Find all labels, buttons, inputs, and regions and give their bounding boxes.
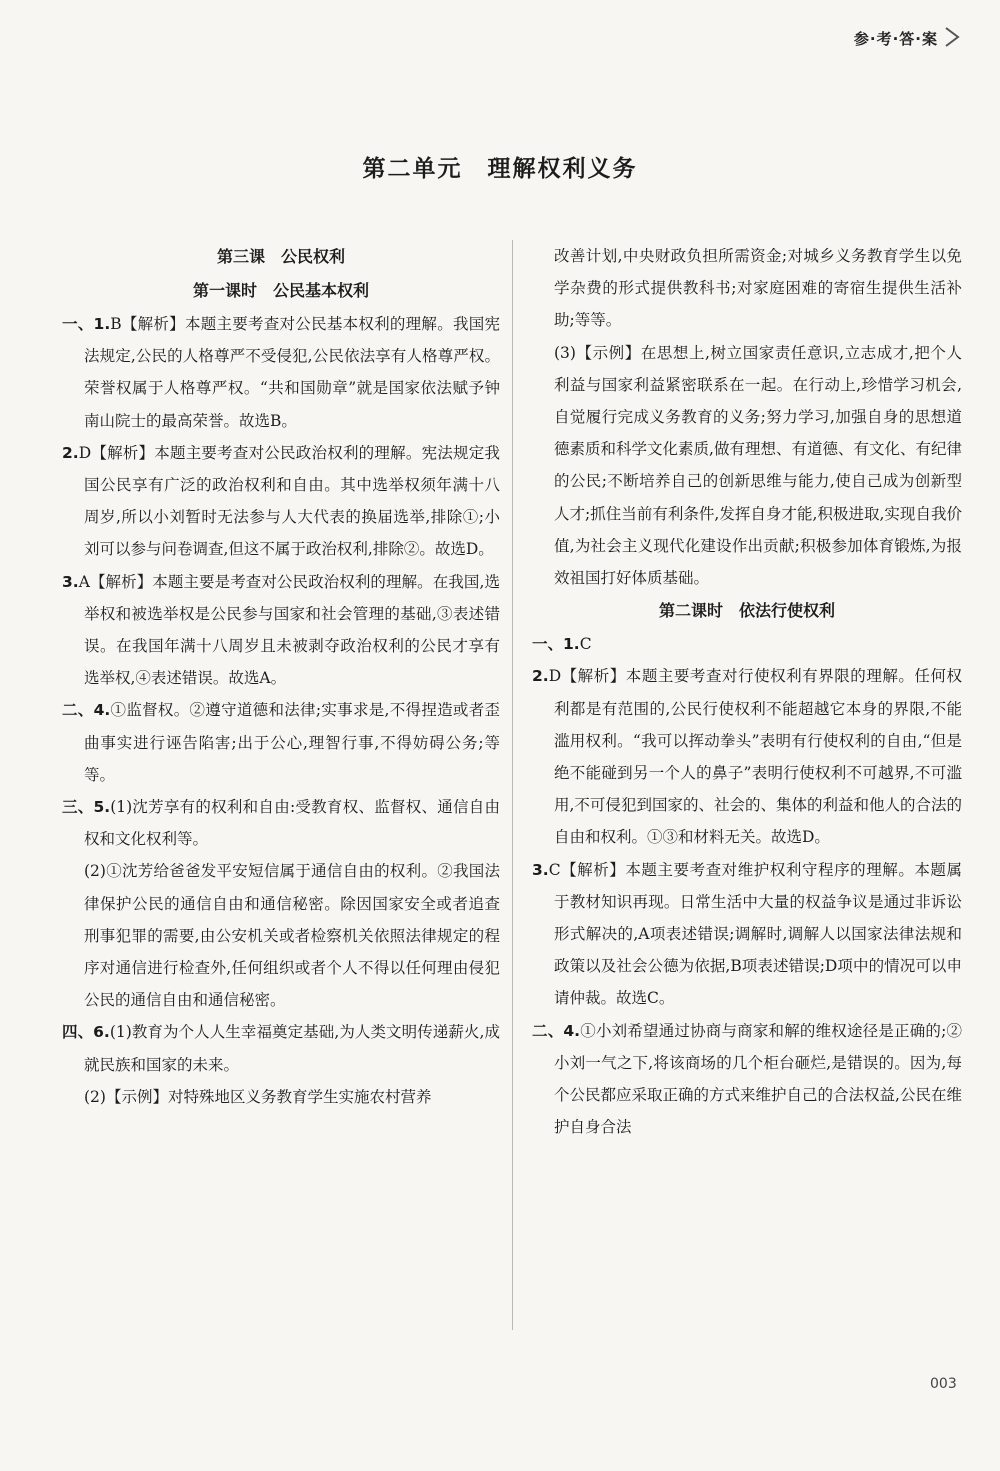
page-number: 003 [930,1376,957,1392]
answer-item: 3.A【解析】本题主要是考查对公民政治权利的理解。在我国,选举权和被选举权是公民参与国家和社会管理的基础,③表述错误。在我国年满十八周岁且未被剥夺政治权利的公民才享有选举权,④表述错误。故选A。 [62,572,500,688]
right-column [532,240,962,1143]
left-column [62,240,500,1113]
period-title-2: 第二课时 依法行使权利 [658,601,835,621]
chevron-right-icon [942,26,962,48]
answer-item: 3.C【解析】本题主要考查对维护权利守程序的理解。本题属于教材知识再现。日常生活中大量的权益争议是通过非诉讼形式解决的,A项表述错误;调解时,调解人以国家法律法规和政策以及社会公德为依据,B项表述错误;D项中的情况可以申请仲裁。故选C。 [532,860,962,1008]
answer-continuation: 改善计划,中央财政负担所需资金;对城乡义务教育学生以免学杂费的形式提供教科书;对家庭困难的寄宿生提供生活补助;等等。 [554,247,962,330]
answer-item: 一、1.C [532,635,592,654]
period-title-1: 第一课时 公民基本权利 [192,281,369,300]
answer-item: 二、4.①小刘希望通过协商与商家和解的维权途径是正确的;②小刘一气之下,将该商场的几个柜台砸烂,是错误的。因为,每个公民都应采取正确的方式来维护自己的合法权益,公民在维护自身合法 [532,1021,962,1137]
answer-item: 一、1.B【解析】本题主要考查对公民基本权利的理解。我国宪法规定,公民的人格尊严不受侵犯,公民依法享有人格尊严权。荣誉权属于人格尊严权。“共和国勋章”就是国家依法赋予钟南山院士的最高荣誉。故选B。 [62,315,500,430]
answer-item: 四、6.(1)教育为个人人生幸福奠定基础,为人类文明传递薪火,成就民族和国家的未来。 [62,1023,500,1074]
answer-item: 2.D【解析】本题主要考查对行使权利有界限的理解。任何权利都是有范围的,公民行使权利不能超越它本身的界限,不能滥用权利。“我可以挥动拳头”表明有行使权利的自由,“但是绝不能碰到另一个人的鼻子”表明行使权利不可越界,不可滥用,不可侵犯到国家的、社会的、集体的利益和他人的合法的自由和权利。①③和材料无关。故选D。 [532,667,962,847]
answer-item: 二、4.①监督权。②遵守道德和法律;实事求是,不得捏造或者歪曲事实进行诬告陷害;出于公心,理智行事,不得妨碍公务;等等。 [62,701,500,784]
answer-item: 2.D【解析】本题主要考查对公民政治权利的理解。宪法规定我国公民享有广泛的政治权利和自由。其中选举权须年满十八周岁,所以小刘暂时无法参与人大代表的换届选举,排除①;小刘可以参与问卷调查,但这不属于政治权利,排除②。故选D。 [62,443,500,559]
answer-subitem: (3)【示例】在思想上,树立国家责任意识,立志成才,把个人利益与国家利益紧密联系在一起。在行动上,珍惜学习机会,自觉履行完成义务教育的义务;努力学习,加强自身的思想道德素质和科学文化素质,做有理想、有道德、有文化、有纪律的公民;不断培养自己的创新思维与能力,使自己成为创新型人才;抓住当前有利条件,发挥自身才能,积极进取,实现自我价值,为社会主义现代化建设作出贡献;积极参加体育锻炼,为报效祖国打好体质基础。 [554,343,962,588]
unit-title: 第二单元 理解权利义务 [362,156,638,182]
answer-subitem: (2)【示例】对特殊地区义务教育学生实施农村营养 [84,1087,432,1106]
answer-subitem: (2)①沈芳给爸爸发平安短信属于通信自由的权利。②我国法律保护公民的通信自由和通信秘密。除因国家安全或者追查刑事犯罪的需要,由公安机关或者检察机关依照法律规定的程序对通信进行检查外,任何组织或者个人不得以任何理由侵犯公民的通信自由和通信秘密。 [84,862,500,1010]
header-tag: 参·考·答·案 [853,30,938,48]
column-divider [512,240,513,1330]
lesson-title: 第三课 公民权利 [216,247,345,266]
answer-item: 三、5.(1)沈芳享有的权利和自由:受教育权、监督权、通信自由权和文化权利等。 [62,798,500,849]
